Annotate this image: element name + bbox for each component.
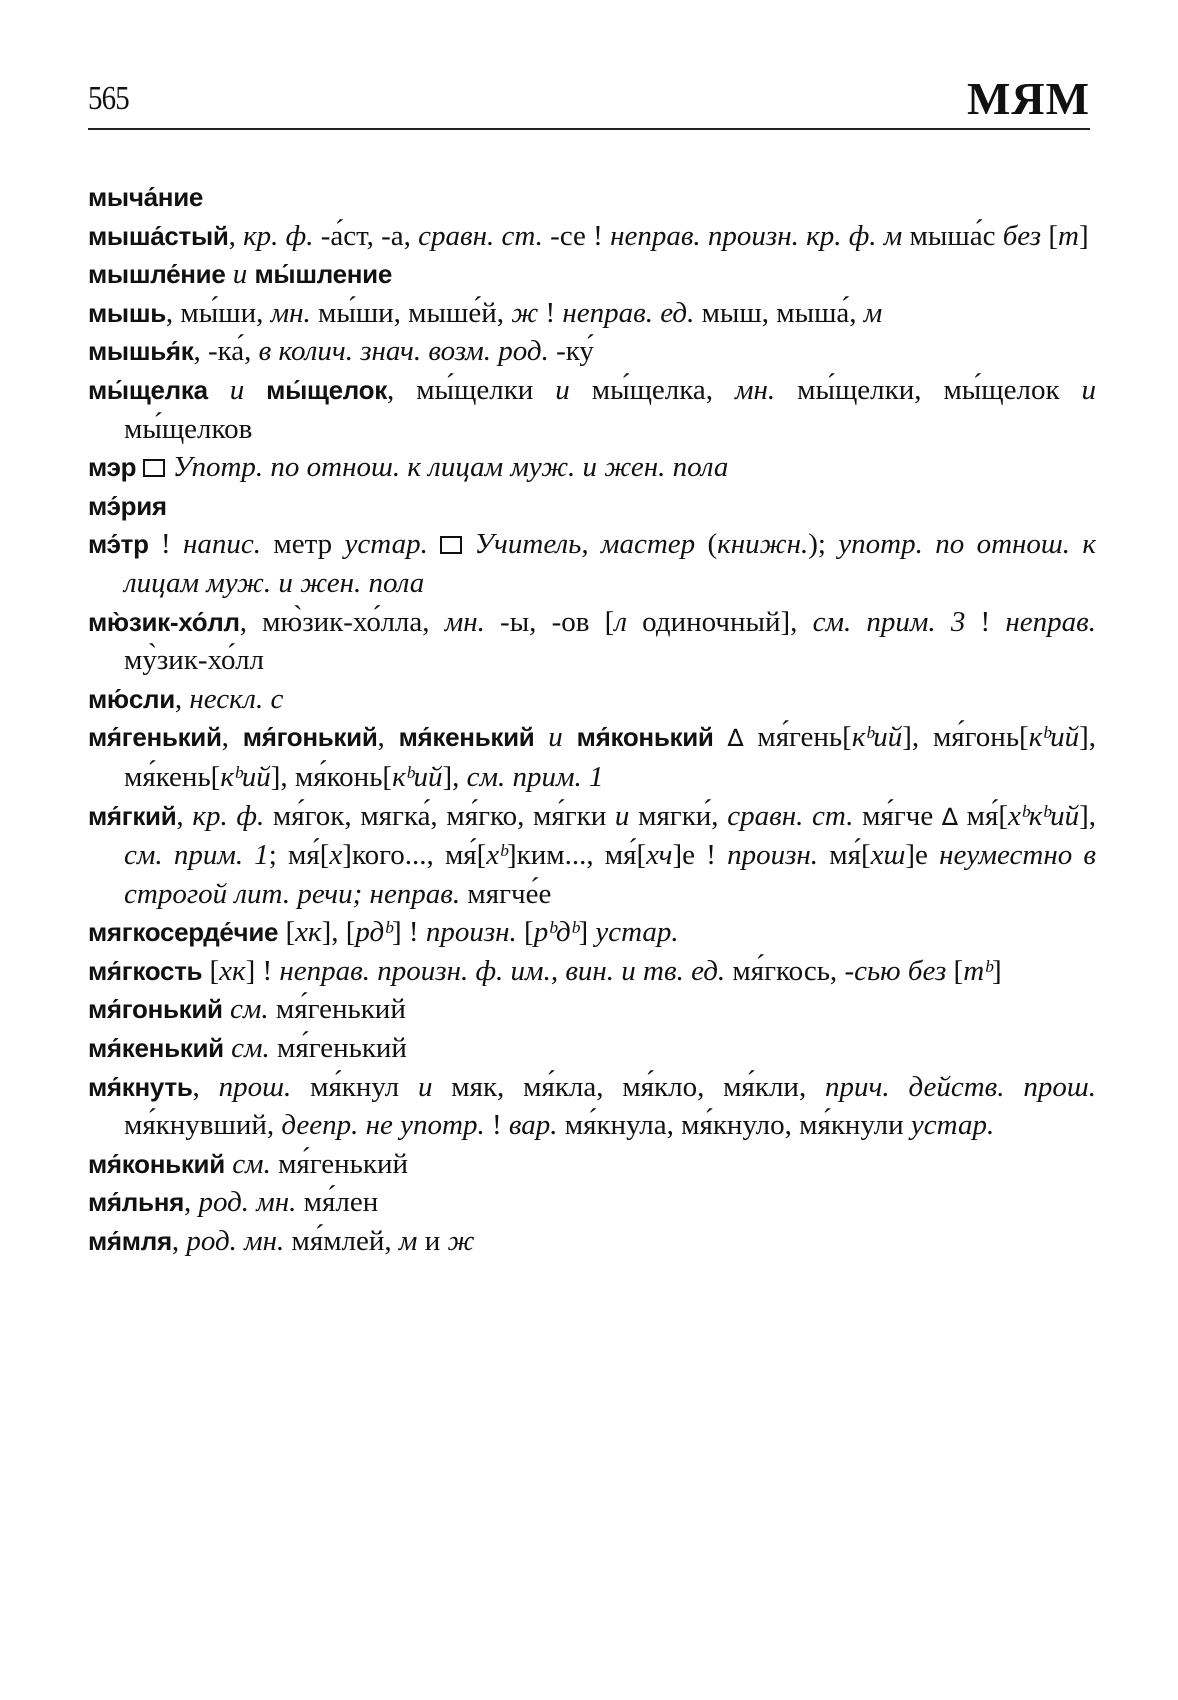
entry-text: , <box>174 682 190 715</box>
grammar-label: кᵇий <box>851 721 903 754</box>
entry-text: му̀зик-хо́лл <box>124 644 265 677</box>
dictionary-entry <box>88 448 1096 487</box>
dictionary-entry <box>88 217 1096 256</box>
header-rule <box>88 128 1090 130</box>
grammar-label: хᵇ <box>486 839 507 872</box>
entry-text: , <box>176 799 193 832</box>
grammar-label: неправ. произн. ф. им., вин. и тв. ед. <box>279 954 726 987</box>
grammar-label: без <box>1002 219 1042 252</box>
entry-text: , <box>221 721 243 754</box>
grammar-label: и <box>534 721 577 754</box>
grammar-label: неправ. произн. кр. ф. м <box>610 219 903 252</box>
entry-text: ! <box>148 528 184 561</box>
entry-text: ]ким..., мя́[ <box>506 839 647 872</box>
dictionary-entry <box>88 487 1096 526</box>
grammar-label: Учитель, мастер <box>474 528 696 561</box>
headword: мы́шление <box>254 259 392 290</box>
grammar-label: неуместно в строгой лит. речи; неправ. <box>124 839 1097 910</box>
headword: мэр <box>88 452 137 483</box>
entry-text: ! <box>965 605 1006 638</box>
grammar-label: сравн. ст. <box>418 219 543 252</box>
dictionary-entry <box>88 255 1096 294</box>
entry-text: одиночный], <box>626 605 813 638</box>
grammar-label: и <box>225 258 255 291</box>
entry-text: мыша́с <box>902 219 1003 252</box>
dictionary-entry <box>88 718 1096 796</box>
grammar-label: напис. <box>183 528 262 561</box>
dictionary-entry <box>88 332 1096 371</box>
grammar-label: см. прим. 1 <box>124 839 269 872</box>
headword: мя́гонький <box>88 994 223 1025</box>
entry-text: мя́гче <box>853 799 942 832</box>
dictionary-entry <box>88 371 1096 448</box>
grammar-label: хш <box>870 839 906 872</box>
entry-text: ], <box>1079 799 1096 832</box>
entry-text: , -ка́, <box>193 335 259 368</box>
dictionary-entry <box>88 1029 1096 1068</box>
entry-text: [ <box>946 954 964 987</box>
entry-text: мы́щелки, мы́щелок <box>775 373 1082 406</box>
entry-text: мяк, мя́кла, мя́кло, мя́кли, <box>432 1070 826 1103</box>
grammar-label: и <box>1081 373 1097 406</box>
headword: мя́кенький <box>88 1033 224 1064</box>
entry-text: ] <box>578 916 596 949</box>
grammar-label: нескл. с <box>189 682 284 715</box>
grammar-label: Употр. по отнош. к лицам муж. и жен. пола <box>172 451 729 484</box>
entry-text: и <box>417 1225 448 1258</box>
entry-text: ( <box>695 528 718 561</box>
grammar-label: см. прим. 3 <box>812 605 966 638</box>
entry-text: [ <box>1041 219 1059 252</box>
headword: мышья́к <box>88 336 194 367</box>
grammar-label: и <box>614 799 630 832</box>
headword: мэ́рия <box>88 490 167 521</box>
page-header <box>88 72 1090 128</box>
entry-text: , <box>228 219 244 252</box>
headword: мы́щелка <box>88 374 208 405</box>
headword: мягкосерде́чие <box>88 917 279 948</box>
entry-text: , мы́ши, <box>165 296 271 329</box>
entry-text <box>223 993 230 1025</box>
grammar-label: кᵇий <box>220 760 271 793</box>
grammar-label: мн. <box>270 296 311 329</box>
entry-text: , мы́щелки <box>386 373 556 406</box>
grammar-label: м <box>863 296 883 329</box>
grammar-label: тᵇ <box>963 954 992 987</box>
headword: мя́гонький <box>242 722 378 753</box>
grammar-label: мн. <box>735 373 776 406</box>
entry-text: ! <box>484 1109 509 1142</box>
grammar-label: рᵇдᵇ <box>533 916 579 949</box>
grammar-label: и <box>555 373 570 406</box>
entry-text: ]е ! <box>672 839 728 872</box>
entry-text: метр <box>261 528 345 561</box>
grammar-label: деепр. не употр. <box>281 1109 485 1142</box>
entry-text: мя́кнувший, <box>124 1109 282 1142</box>
grammar-label: прич. действ. прош. <box>825 1070 1096 1103</box>
running-head: МЯМ <box>966 73 1090 124</box>
grammar-label: хᵇкᵇий <box>1008 799 1080 832</box>
grammar-label: т <box>1058 219 1079 252</box>
entry-text: , мю̀зик-хо́лла, <box>239 605 445 638</box>
entry-text: , <box>183 1186 199 1219</box>
entry-text: мя́кнула, мя́кнуло, мя́кнули <box>557 1109 911 1142</box>
entry-text: мя́гок, мягка́, мя́гко, мя́гки <box>264 799 615 832</box>
entry-text: , <box>171 1225 187 1258</box>
entry-text: мя́генький <box>270 1147 409 1180</box>
square-marker-icon <box>440 536 462 554</box>
grammar-label: и <box>207 373 267 406</box>
dictionary-entry <box>88 952 1096 991</box>
entry-text: -ку́ <box>548 335 594 368</box>
entry-text: мя́генький <box>269 1032 407 1065</box>
dictionary-entry <box>88 1222 1096 1261</box>
entry-text: мы́ши, мыше́й, <box>310 296 512 329</box>
dictionary-entry <box>88 178 1096 217</box>
grammar-label: без <box>907 954 947 987</box>
entry-text: -а́ст, -а, <box>313 219 419 252</box>
headword: мыша́стый <box>88 220 229 251</box>
entry-text: ], мя́конь[ <box>270 760 393 793</box>
entry-text: мягче́е <box>460 877 552 910</box>
entry-text: ); <box>808 528 839 561</box>
grammar-label: сравн. ст. <box>727 799 854 832</box>
headword: мя́гкий <box>88 800 177 831</box>
square-marker-icon <box>143 459 165 477</box>
grammar-label: -сью <box>844 954 908 987</box>
grammar-label: кр. ф. <box>243 219 314 252</box>
entry-text: ], мя́гонь[ <box>902 721 1029 754</box>
dictionary-entry <box>88 1183 1096 1222</box>
grammar-label: хк <box>219 954 246 987</box>
grammar-label: вар. <box>508 1109 558 1142</box>
grammar-label: употр. по отнош. к лицам муж. и жен. пола <box>124 528 1096 599</box>
grammar-label: кᵇий <box>392 760 443 793</box>
grammar-label: кᵇий <box>1028 721 1080 754</box>
entry-text: ; мя́[ <box>268 839 330 872</box>
entry-text: ], <box>442 760 467 793</box>
headword: мы́щелок <box>266 374 387 405</box>
grammar-label: ж <box>447 1225 475 1258</box>
entry-text: ] ! <box>391 916 426 949</box>
grammar-label: род. мн. <box>186 1225 285 1258</box>
entry-text: мягки́, <box>629 799 728 832</box>
triangle-marker-icon: ∆ <box>941 802 958 831</box>
headword: мя́конький <box>576 722 714 753</box>
headword: мю̀зик-хо́лл <box>88 606 240 637</box>
grammar-label: х <box>329 839 343 872</box>
entry-text: мыш, мыша́, <box>694 296 864 329</box>
grammar-label: устар. <box>595 916 679 949</box>
headword: мя́конький <box>88 1148 225 1179</box>
grammar-label: ж <box>511 296 539 329</box>
entry-text: ]кого..., мя́[ <box>342 839 487 872</box>
entry-text: мя́[ <box>957 799 1009 832</box>
dictionary-entry <box>88 913 1096 952</box>
dictionary-entries <box>88 178 1096 1261</box>
dictionary-entry <box>88 797 1096 914</box>
dictionary-entry <box>88 525 1096 602</box>
entry-text: , <box>192 1070 219 1103</box>
dictionary-entry <box>88 1145 1096 1184</box>
entry-text: ] <box>1078 219 1089 252</box>
entry-text: ] <box>991 954 1002 987</box>
grammar-label: и <box>417 1070 433 1103</box>
headword: мя́генький <box>88 722 222 753</box>
page-number: 565 <box>88 80 129 117</box>
entry-text: [ <box>278 916 296 949</box>
headword: мя́гкость <box>88 955 203 986</box>
headword: мышле́ние <box>88 259 226 290</box>
dictionary-entry <box>88 1068 1096 1145</box>
dictionary-entry <box>88 294 1096 333</box>
grammar-label: в колич. знач. возм. род. <box>258 335 549 368</box>
headword: мя́мля <box>88 1226 172 1257</box>
entry-text: [ <box>202 954 220 987</box>
grammar-label: рдᵇ <box>355 916 392 949</box>
entry-text: [ <box>516 916 534 949</box>
grammar-label: кр. ф. <box>192 799 265 832</box>
entry-text: ], мя́кень[ <box>124 721 1097 793</box>
entry-text: мя́лен <box>296 1186 379 1219</box>
entry-text <box>462 528 474 560</box>
entry-text <box>428 528 440 560</box>
entry-text: -ы, -ов [ <box>484 605 615 638</box>
grammar-label: см. <box>232 1147 271 1180</box>
grammar-label: хч <box>646 839 673 872</box>
grammar-label: хк <box>295 916 322 949</box>
headword: мю́сли <box>88 683 175 714</box>
headword: мя́кенький <box>398 722 535 753</box>
headword: мэ́тр <box>88 529 149 560</box>
entry-text: ! <box>538 296 563 329</box>
entry-text <box>714 721 728 753</box>
grammar-label: неправ. ед. <box>562 296 695 329</box>
grammar-label: произн. <box>425 916 517 949</box>
entry-text: -се ! <box>542 219 611 252</box>
entry-text <box>136 451 143 483</box>
grammar-label: см. <box>231 1032 270 1065</box>
entry-text: мя́генький <box>268 993 406 1026</box>
grammar-label: прош. <box>218 1070 292 1103</box>
headword: мышь <box>88 297 166 328</box>
dictionary-entry <box>88 990 1096 1029</box>
entry-text: мя́[ <box>818 839 871 872</box>
grammar-label: неправ. <box>1005 605 1096 638</box>
grammar-label: устар. <box>344 528 428 561</box>
grammar-label: л <box>614 605 627 638</box>
entry-text: ]е <box>905 839 940 872</box>
grammar-label: м <box>398 1225 418 1258</box>
grammar-label: см. <box>230 993 269 1026</box>
entry-text: мя́млей, <box>284 1225 399 1258</box>
entry-text: , <box>377 721 399 754</box>
entry-text: мя́гень[ <box>743 721 852 754</box>
entry-text: мя́гкось, <box>725 954 845 987</box>
dictionary-entry <box>88 680 1096 719</box>
grammar-label: см. прим. 1 <box>466 760 604 793</box>
grammar-label: произн. <box>727 839 819 872</box>
grammar-label: устар. <box>910 1109 995 1142</box>
grammar-label: книжн. <box>717 528 809 561</box>
entry-text: мы́щелка, <box>569 373 735 406</box>
grammar-label: род. мн. <box>198 1186 297 1219</box>
entry-text <box>165 451 172 483</box>
headword: мя́кнуть <box>88 1071 193 1102</box>
triangle-marker-icon: ∆ <box>727 724 744 753</box>
headword: мя́льня <box>88 1187 184 1218</box>
entry-text: мы́щелков <box>124 412 253 445</box>
entry-text: ] ! <box>245 954 280 987</box>
grammar-label: мн. <box>444 605 485 638</box>
entry-text: ], [ <box>321 916 356 949</box>
headword: мыча́ние <box>88 182 204 212</box>
entry-text: мя́кнул <box>291 1070 418 1103</box>
dictionary-entry <box>88 603 1096 680</box>
